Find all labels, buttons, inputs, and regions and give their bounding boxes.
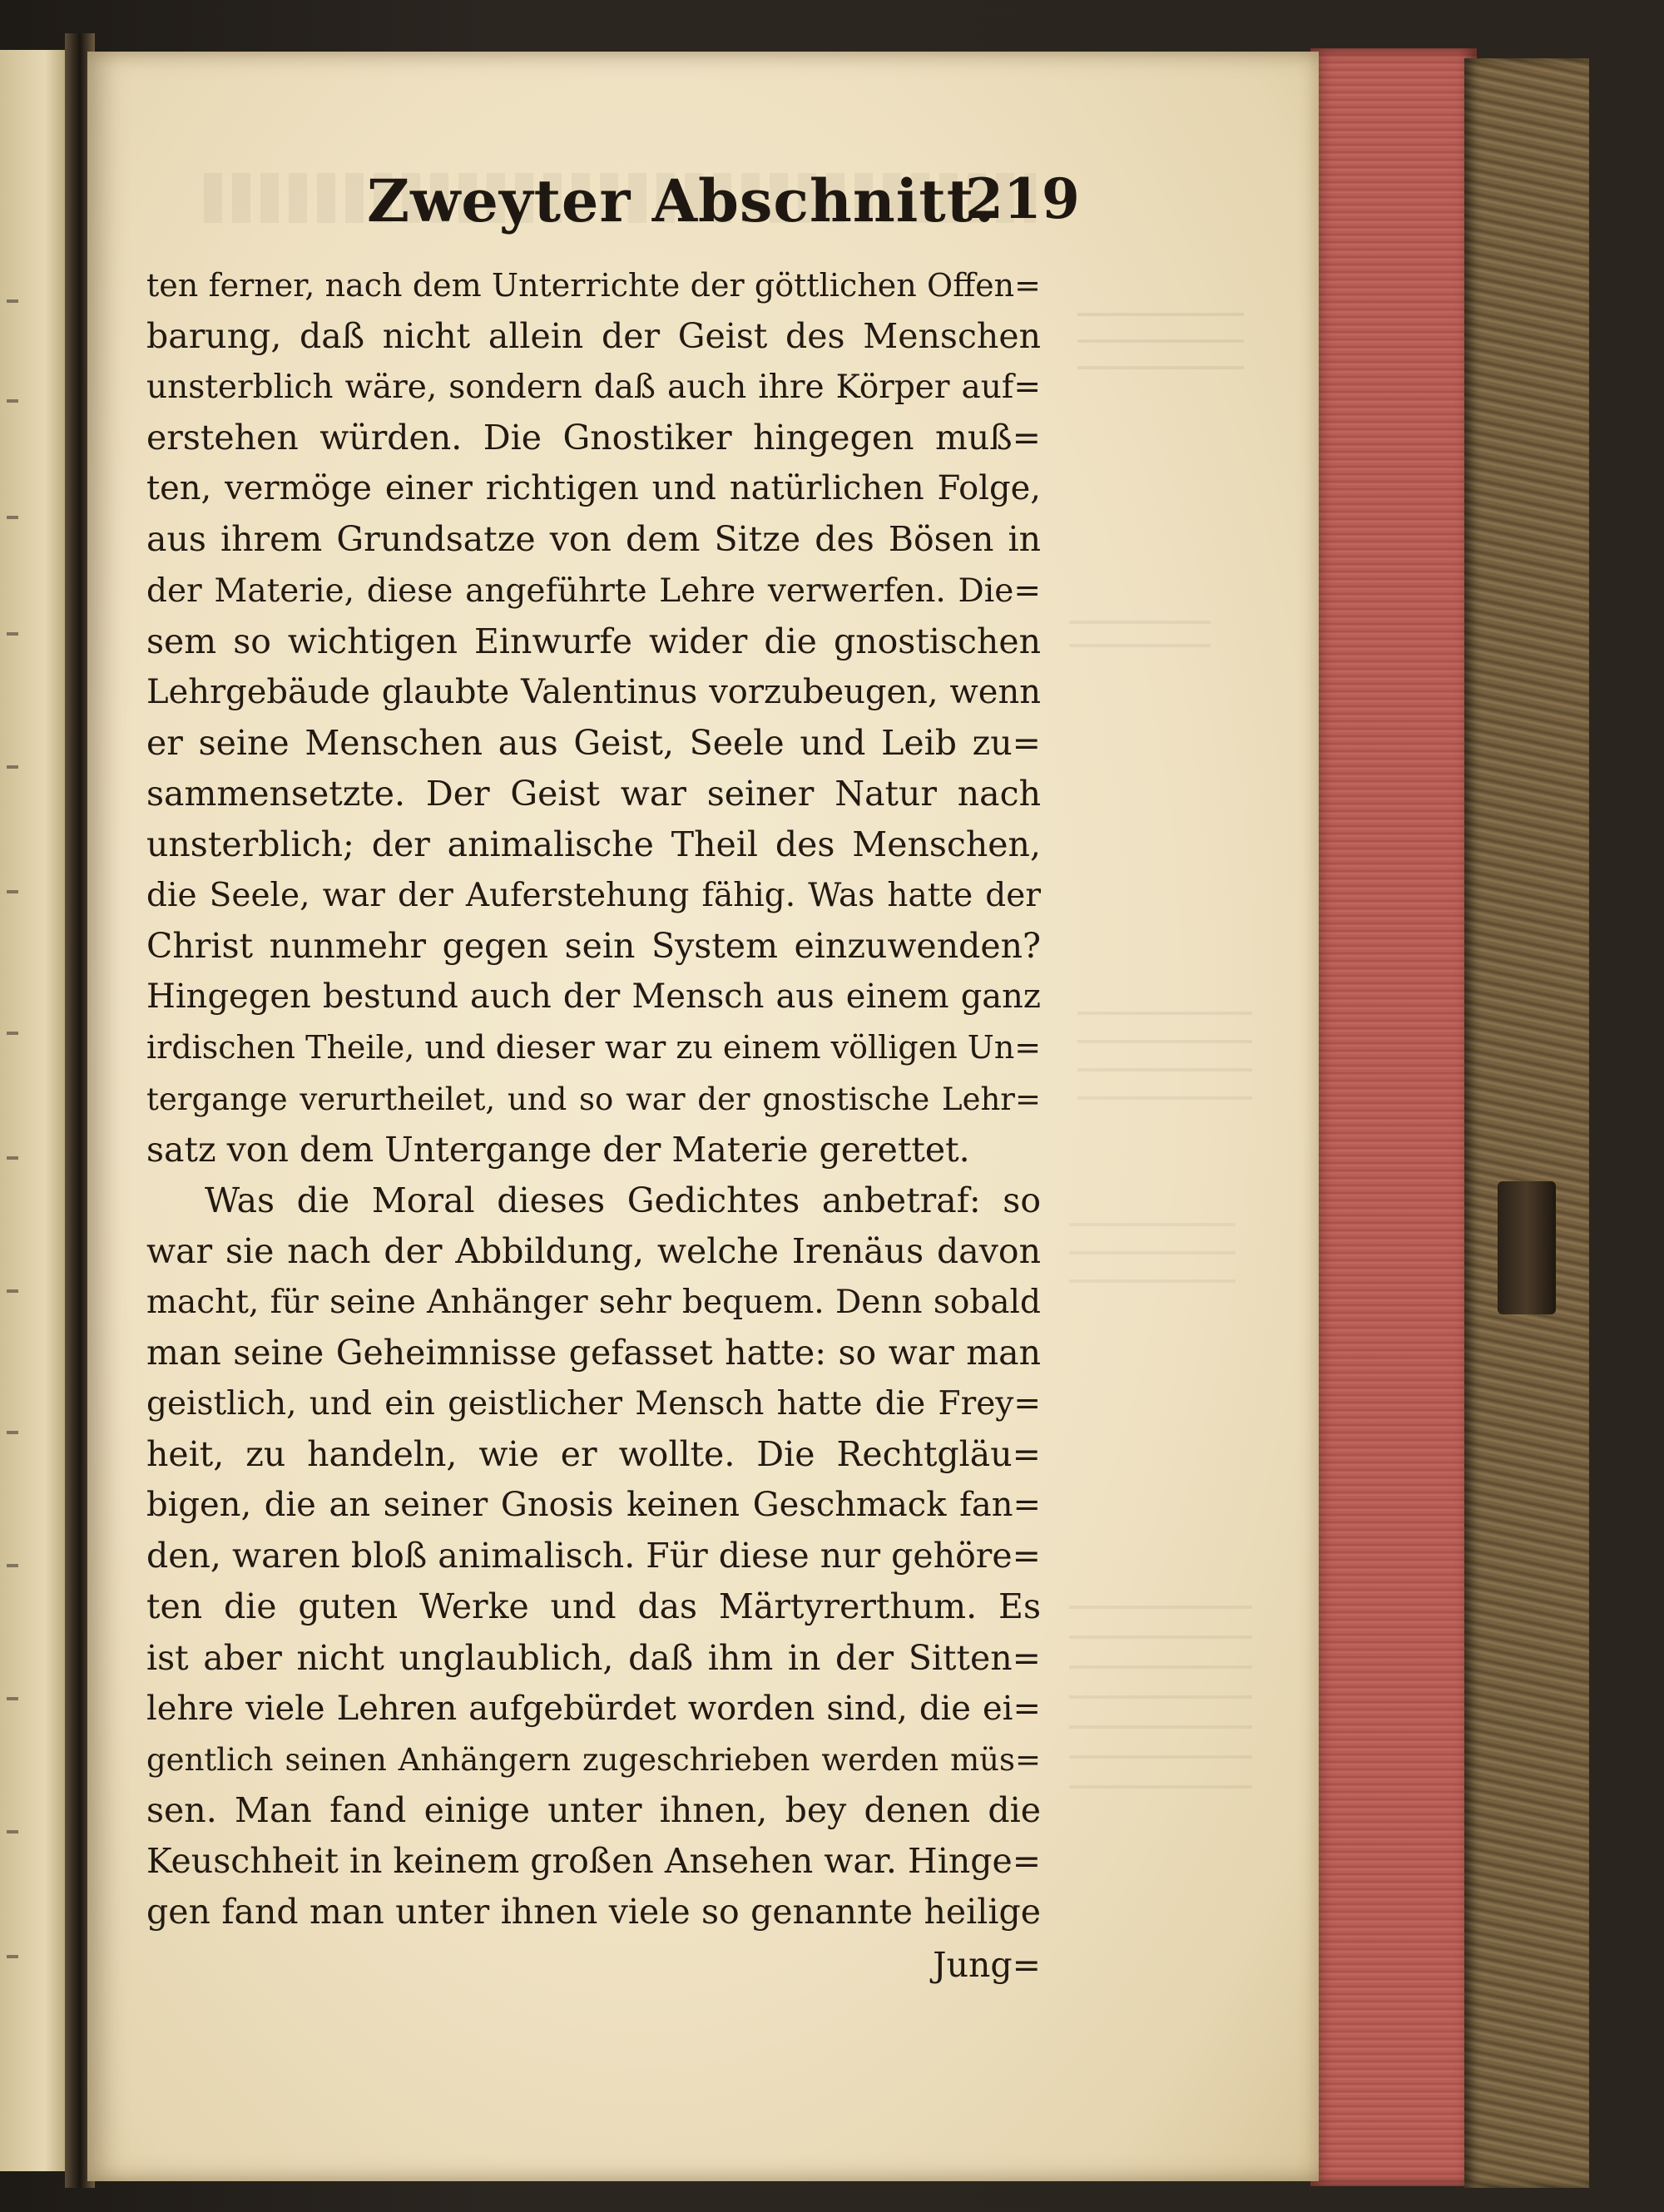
text-line: ten die guten Werke und das Märtyrerthum. Es [146, 1586, 1041, 1627]
cover-clasp [1498, 1181, 1556, 1314]
red-fore-edge [1310, 48, 1477, 2186]
running-head: Zweyter Abschnitt. [367, 166, 996, 235]
book-cover-board [1464, 58, 1589, 2188]
text-line: ten ferner, nach dem Unterrichte der göttlichen Offen= [146, 267, 1041, 304]
text-line: satz von dem Untergange der Materie gerettet. [146, 1129, 970, 1170]
text-line: tergange verurtheilet, und so war der gnostische Lehr= [146, 1081, 1041, 1117]
text-line: sen. Man fand einige unter ihnen, bey denen die [146, 1789, 1041, 1830]
body-text [146, 260, 1041, 1937]
text-line: Was die Moral dieses Gedichtes anbetraf: so [205, 1180, 1041, 1220]
text-line: Keuschheit in keinem großen Ansehen war. Hinge= [146, 1840, 1042, 1881]
text-line: aus ihrem Grundsatze von dem Sitze des Bösen in [146, 519, 1041, 560]
catchword: Jung= [933, 1945, 1041, 1985]
bleed-through-note [1077, 293, 1244, 393]
text-line: war sie nach der Abbildung, welche Irenäus davon [146, 1230, 1041, 1271]
text-line: gen fand man unter ihnen viele so genannte heilige [146, 1892, 1041, 1932]
text-line: die Seele, war der Auferstehung fähig. Was hatte der [146, 877, 1041, 915]
text-line: irdischen Theile, und dieser war zu einem völligen Un= [146, 1029, 1042, 1066]
bleed-through-note [1069, 1582, 1252, 1815]
text-line: man seine Geheimnisse gefasset hatte: so war man [146, 1332, 1041, 1373]
bleed-through-note [1077, 992, 1252, 1125]
page-number: 219 [965, 166, 1080, 231]
text-line: den, waren bloß animalisch. Für diese nur gehöre= [146, 1536, 1041, 1576]
bleed-through-note [1069, 617, 1211, 667]
text-line: er seine Menschen aus Geist, Seele und Leib zu= [146, 722, 1041, 763]
text-line: heit, zu handeln, wie er wollte. Die Rechtgläu= [146, 1434, 1041, 1475]
text-line: Hingegen bestund auch der Mensch aus einem ganz [146, 977, 1041, 1017]
text-line: gentlich seinen Anhängern zugeschrieben werden müs= [146, 1741, 1041, 1778]
facing-page-edge [0, 50, 75, 2171]
text-line: unsterblich wäre, sondern daß auch ihre Körper auf= [146, 369, 1041, 407]
text-line: erstehen würden. Die Gnostiker hingegen muß= [146, 418, 1041, 458]
bleed-through-note [1069, 1200, 1236, 1308]
text-line: sem so wichtigen Einwurfe wider die gnostischen [146, 621, 1041, 661]
text-line: barung, daß nicht allein der Geist des Menschen [146, 316, 1041, 357]
text-line: geistlich, und ein geistlicher Mensch hatte die Frey= [146, 1385, 1041, 1423]
page-header [87, 166, 1319, 250]
text-line: Christ nunmehr gegen sein System einzuwenden? [146, 926, 1041, 967]
text-line: unsterblich; der animalische Theil des Menschen, [146, 824, 1041, 865]
text-line: ten, vermöge einer richtigen und natürlichen Folge, [146, 469, 1041, 508]
text-line: bigen, die an seiner Gnosis keinen Geschmack fan= [146, 1486, 1041, 1525]
text-line: der Materie, diese angeführte Lehre verwerfen. Die= [146, 572, 1041, 610]
text-line: macht, für seine Anhänger sehr bequem. Denn sobald [146, 1283, 1041, 1321]
text-line: Lehrgebäude glaubte Valentinus vorzubeugen, wenn [146, 672, 1041, 711]
text-line: ist aber nicht unglaublich, daß ihm in der Sitten= [146, 1637, 1041, 1678]
text-line: sammensetzte. Der Geist war seiner Natur nach [146, 773, 1041, 814]
text-line: lehre viele Lehren aufgebürdet worden sind, die ei= [146, 1689, 1041, 1728]
